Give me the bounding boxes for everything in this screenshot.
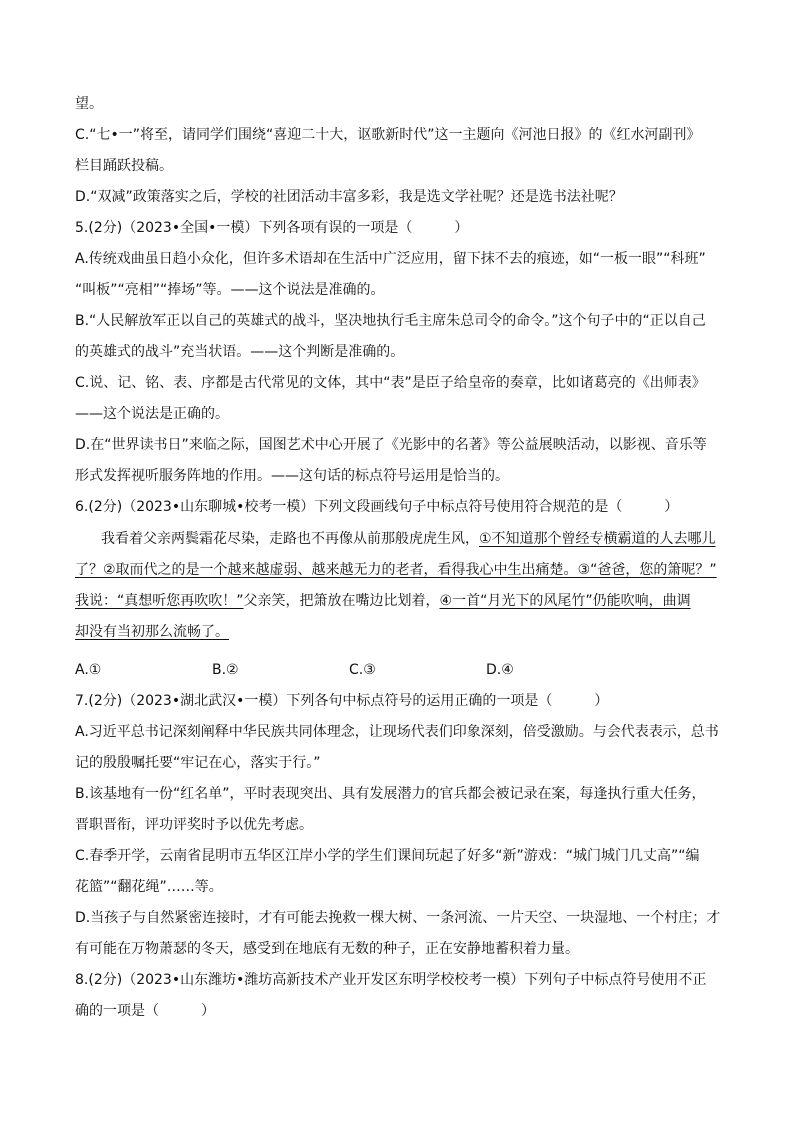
q5-option-b: B.“人民解放军正以自己的英雄式的战斗，坚决地执行毛主席朱总司令的命令。”这个句子中的“正以自己 bbox=[75, 313, 706, 329]
text-line: D.“双减”政策落实之后，学校的社团活动丰富多彩，我是选文学社呢？还是选书法社呢？ bbox=[75, 189, 623, 205]
passage-line bbox=[101, 529, 716, 549]
text-line: C.“七•一”将至，请同学们围绕“喜迎二十大，讴歌新时代”这一主题向《河池日报》的《红水河副刊》 bbox=[75, 127, 701, 143]
q5-option-a-cont: “叫板”“亮相”“捧场”等。——这个说法是准确的。 bbox=[75, 282, 385, 298]
passage-line bbox=[75, 622, 229, 642]
passage-text: 父亲笑，把箫放在嘴边比划着， bbox=[243, 593, 440, 609]
underlined-sentence-3-cont: 我说：“真想听您再吹吹！” bbox=[75, 593, 244, 609]
q6-option-a: A.① bbox=[75, 662, 102, 678]
question-6-stem: 6.(2分)（2023•山东聊城•校考一模）下列文段画线句子中标点符号使用符合规范的是（ ） bbox=[75, 499, 679, 515]
q5-option-d: D.在“世界读书日”来临之际，国图艺术中心开展了《光影中的名著》等公益展映活动，以影视、音乐等 bbox=[75, 437, 707, 453]
underlined-sentence-4-cont: 却没有当初那么流畅了。 bbox=[75, 624, 229, 640]
question-8-stem: 8.(2分)（2023•山东潍坊•潍坊高新技术产业开发区东明学校校考一模）下列句子中标点符号使用不正 bbox=[75, 972, 707, 988]
text-line: 望。 bbox=[75, 96, 103, 112]
q5-option-a: A.传统戏曲虽日趋小众化，但许多术语却在生活中广泛应用，留下抹不去的痕迹，如“一板一眼”“科班” bbox=[75, 251, 706, 267]
q7-option-d: D.当孩子与自然紧密连接时，才有可能去挽救一棵大树、一条河流、一片天空、一块湿地、一个村庄；才 bbox=[75, 910, 721, 926]
q5-option-c-cont: ——这个说法是正确的。 bbox=[75, 406, 229, 422]
q6-option-d: D.④ bbox=[486, 662, 514, 678]
q7-option-c: C.春季开学，云南省昆明市五华区江岸小学的学生们课间玩起了好多“新”游戏：“城门城门几丈高”“编 bbox=[75, 848, 700, 864]
passage-line bbox=[75, 560, 717, 580]
question-5-stem: 5.(2分)（2023•全国•一模）下列各项有误的一项是（ ） bbox=[75, 220, 469, 236]
underlined-sentence-1: ①不知道那个曾经专横霸道的人去哪儿 bbox=[479, 531, 716, 547]
q6-option-c: C.③ bbox=[349, 662, 376, 678]
question-8-stem-cont: 确的一项是（ ） bbox=[75, 1003, 215, 1019]
text-line: 栏目踊跃投稿。 bbox=[75, 158, 173, 174]
q6-option-b: B.② bbox=[212, 662, 239, 678]
underlined-sentence-1-2: 了？②取而代之的是一个越来越虚弱、越来越无力的老者，看得我心中生出痛楚。 bbox=[75, 562, 578, 578]
q7-option-b: B.该基地有一份“红名单”，平时表现突出、具有发展潜力的官兵都会被记录在案，每逢执行重大任务， bbox=[75, 786, 706, 802]
underlined-sentence-3: ③“爸爸，您的箫呢？” bbox=[577, 562, 717, 578]
question-7-stem: 7.(2分)（2023•湖北武汉•一模）下列各句中标点符号的运用正确的一项是（ ） bbox=[75, 693, 609, 709]
underlined-sentence-4: ④一首“月光下的风尾竹”仍能吹响，曲调 bbox=[439, 593, 691, 609]
q5-option-d-cont: 形式发挥视听服务阵地的作用。——这句话的标点符号运用是恰当的。 bbox=[75, 468, 509, 484]
q7-option-a: A.习近平总书记深刻阐释中华民族共同体理念，让现场代表们印象深刻，倍受激励。与会代表表示，总书 bbox=[75, 724, 719, 740]
passage-line bbox=[75, 591, 691, 611]
q7-option-d-cont: 有可能在万物萧瑟的冬天，感受到在地底有无数的种子，正在安静地蓄积着力量。 bbox=[75, 941, 579, 957]
passage-text: 我看着父亲两鬓霜花尽染，走路也不再像从前那般虎虎生风， bbox=[101, 531, 479, 547]
q7-option-b-cont: 晋职晋衔，评功评奖时予以优先考虑。 bbox=[75, 817, 313, 833]
q7-option-a-cont: 记的殷殷嘱托要“牢记在心，落实于行。” bbox=[75, 755, 321, 771]
q5-option-c: C.说、记、铭、表、序都是古代常见的文体，其中“表”是臣子给皇帝的奏章，比如诸葛亮的《出师表》 bbox=[75, 375, 706, 391]
q5-option-b-cont: 的英雄式的战斗”充当状语。——这个判断是准确的。 bbox=[75, 344, 405, 360]
q7-option-c-cont: 花篮”“翻花绳”……等。 bbox=[75, 879, 223, 895]
